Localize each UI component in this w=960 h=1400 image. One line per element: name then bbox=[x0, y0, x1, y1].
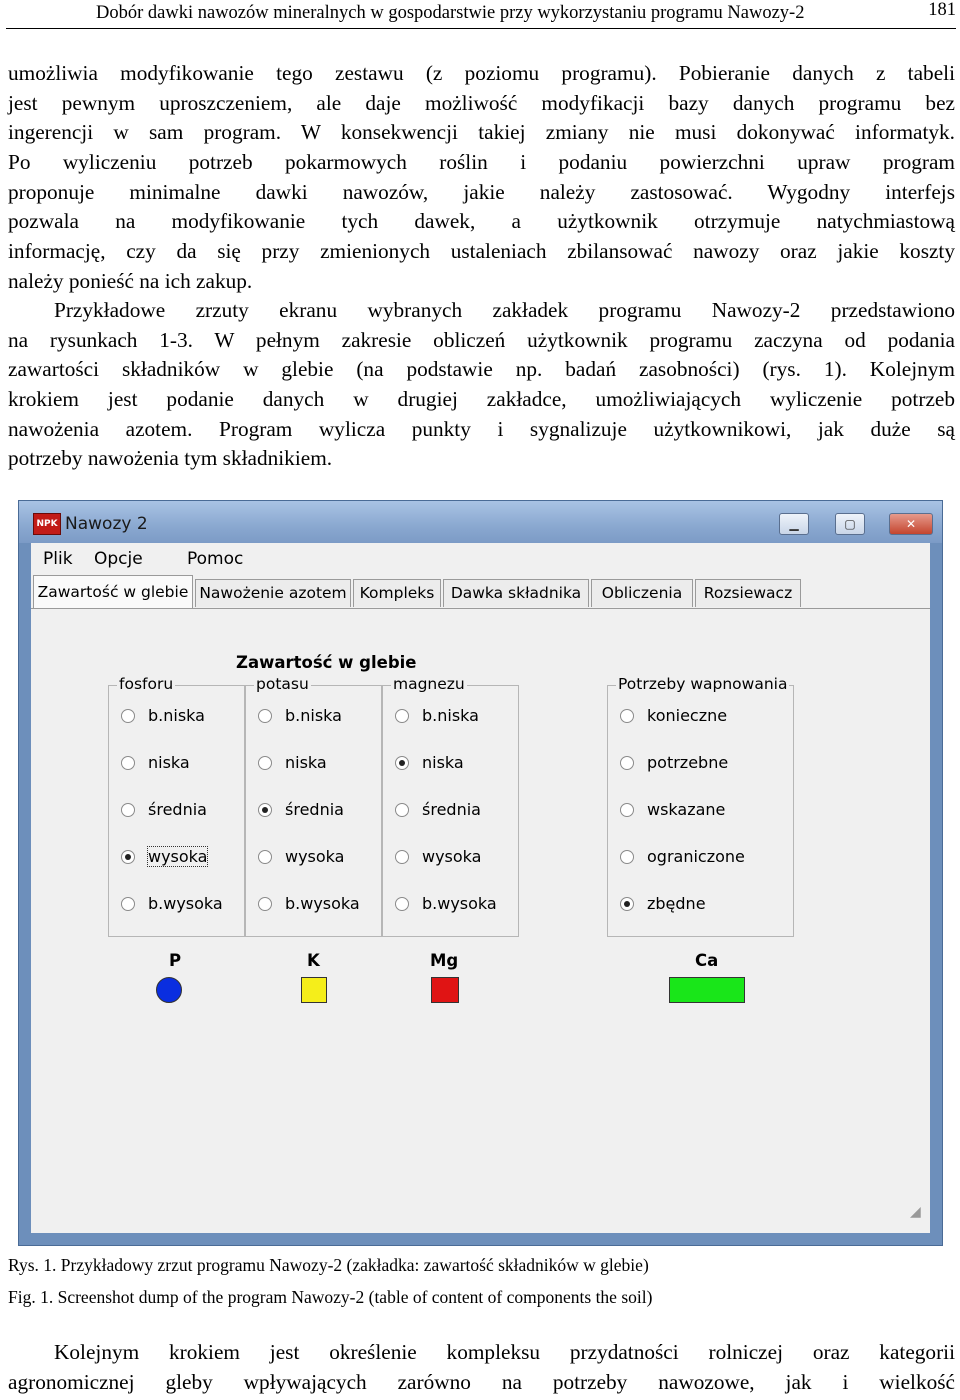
group-potasu bbox=[245, 675, 382, 937]
radio-circle-icon[interactable] bbox=[121, 803, 135, 817]
text-line: zawartości składników w glebie (na podstawie np. badań zasobności) (rys. 1). Kolejnym bbox=[8, 357, 955, 382]
radio-circle-icon[interactable] bbox=[395, 756, 409, 770]
radio-circle-icon[interactable] bbox=[620, 756, 634, 770]
radio-option[interactable] bbox=[395, 800, 515, 822]
radio-circle-icon[interactable] bbox=[620, 850, 634, 864]
radio-circle-icon[interactable] bbox=[258, 850, 272, 864]
radio-option[interactable] bbox=[121, 753, 241, 775]
menu-bar bbox=[31, 543, 930, 573]
radio-label: wysoka bbox=[422, 847, 482, 866]
magnesium-indicator bbox=[431, 977, 459, 1003]
figure-caption-en: Fig. 1. Screenshot dump of the program Nawozy-2 (table of content of components the soil) bbox=[8, 1287, 653, 1307]
group-legend: Potrzeby wapnowania bbox=[618, 675, 788, 693]
page-header bbox=[6, 0, 956, 29]
radio-label: wysoka bbox=[148, 847, 208, 866]
radio-label: b.niska bbox=[148, 706, 205, 725]
paragraph-1 bbox=[8, 59, 955, 297]
radio-circle-icon[interactable] bbox=[258, 897, 272, 911]
title-bar bbox=[19, 501, 942, 543]
text-line: proponuje minimalne dawki nawozów, jakie należy zastosować. Wygodny interfejs bbox=[8, 179, 955, 204]
paragraph-3 bbox=[8, 1338, 955, 1397]
radio-label: b.wysoka bbox=[285, 894, 360, 913]
potassium-indicator bbox=[301, 977, 327, 1003]
group-legend: potasu bbox=[256, 675, 309, 693]
radio-option[interactable] bbox=[395, 847, 515, 869]
resize-grip-icon[interactable]: ◢ bbox=[910, 1204, 921, 1220]
maximize-button[interactable]: ▢ bbox=[835, 513, 865, 535]
radio-label: zbędne bbox=[647, 894, 706, 913]
radio-label: b.wysoka bbox=[422, 894, 497, 913]
tab-zawartosc-w-glebie[interactable]: Zawartość w glebie bbox=[33, 575, 193, 609]
radio-circle-icon[interactable] bbox=[258, 756, 272, 770]
radio-label: średnia bbox=[148, 800, 207, 819]
text-line: potrzeby nawożenia tym składnikiem. bbox=[8, 446, 333, 471]
minimize-button[interactable]: ▁ bbox=[779, 513, 809, 535]
radio-option[interactable] bbox=[620, 894, 740, 916]
radio-option[interactable] bbox=[620, 706, 740, 728]
group-potrzeby-wapnowania bbox=[607, 675, 794, 937]
tab-panel-zawartosc bbox=[31, 608, 930, 1224]
tab-strip bbox=[31, 575, 930, 609]
radio-label: b.niska bbox=[285, 706, 342, 725]
radio-label: wskazane bbox=[647, 800, 726, 819]
radio-option[interactable] bbox=[121, 847, 241, 869]
text-line: Przykładowe zrzuty ekranu wybranych zakładek programu Nawozy-2 przedstawiono bbox=[54, 298, 955, 322]
radio-option[interactable] bbox=[121, 894, 241, 916]
radio-option[interactable] bbox=[258, 753, 378, 775]
radio-option[interactable] bbox=[121, 800, 241, 822]
text-line: umożliwia modyfikowanie tego zestawu (z poziomu programu). Pobieranie danych z tabeli bbox=[8, 61, 955, 85]
tab-nawozenie-azotem[interactable]: Nawożenie azotem bbox=[195, 579, 351, 607]
menu-pomoc[interactable]: Pomoc bbox=[187, 549, 244, 569]
radio-circle-icon[interactable] bbox=[620, 897, 634, 911]
radio-label: b.wysoka bbox=[148, 894, 223, 913]
radio-label: niska bbox=[148, 753, 190, 772]
radio-circle-icon[interactable] bbox=[620, 803, 634, 817]
radio-circle-icon[interactable] bbox=[258, 803, 272, 817]
radio-label: konieczne bbox=[647, 706, 728, 725]
text-line: Kolejnym krokiem jest określenie kompleksu przydatności rolniczej oraz kategorii bbox=[54, 1340, 955, 1364]
group-legend: magnezu bbox=[393, 675, 465, 693]
group-legend: fosforu bbox=[119, 675, 174, 693]
text-line: Po wyliczeniu potrzeb pokarmowych roślin i podaniu powierzchni upraw program bbox=[8, 150, 955, 175]
radio-option[interactable] bbox=[395, 706, 515, 728]
tab-dawka-skladnika[interactable]: Dawka składnika bbox=[443, 579, 589, 607]
radio-circle-icon[interactable] bbox=[121, 897, 135, 911]
window-title: Nawozy 2 bbox=[65, 514, 148, 534]
radio-option[interactable] bbox=[121, 706, 241, 728]
group-fosforu bbox=[108, 675, 245, 937]
radio-label: niska bbox=[285, 753, 327, 772]
radio-option[interactable] bbox=[258, 800, 378, 822]
radio-circle-icon[interactable] bbox=[258, 709, 272, 723]
phosphorus-indicator bbox=[156, 977, 182, 1003]
radio-option[interactable] bbox=[258, 847, 378, 869]
radio-circle-icon[interactable] bbox=[121, 709, 135, 723]
text-line: nawożenia azotem. Program wylicza punkty i sygnalizuje użytkownikowi, jak duże są bbox=[8, 416, 955, 441]
text-line: ingerencji w sam program. W konsekwencji takiej zmiany nie musi dokonywać informatyk. bbox=[8, 120, 955, 145]
radio-option[interactable] bbox=[258, 894, 378, 916]
radio-option[interactable] bbox=[395, 753, 515, 775]
text-line: jest pewnym uproszczeniem, ale daje możliwość modyfikacji bazy danych programu bez bbox=[8, 90, 955, 115]
radio-circle-icon[interactable] bbox=[121, 756, 135, 770]
radio-circle-icon[interactable] bbox=[121, 850, 135, 864]
menu-plik[interactable]: Plik bbox=[43, 549, 73, 569]
radio-label: średnia bbox=[285, 800, 344, 819]
radio-label: średnia bbox=[422, 800, 481, 819]
panel-title: Zawartość w glebie bbox=[236, 653, 417, 672]
text-line: na rysunkach 1-3. W pełnym zakresie obliczeń użytkownik programu zaczyna od podania bbox=[8, 327, 955, 352]
npk-app-icon: NPK bbox=[33, 513, 61, 535]
radio-label: ograniczone bbox=[647, 847, 745, 866]
app-window-screenshot bbox=[18, 500, 943, 1246]
text-line: pozwala na modyfikowanie tych dawek, a użytkownik otrzymuje natychmiastową bbox=[8, 209, 955, 234]
paragraph-2 bbox=[8, 296, 955, 474]
text-line: krokiem jest podanie danych w drugiej zakładce, umożliwiających wyliczenie potrzeb bbox=[8, 387, 955, 412]
radio-circle-icon[interactable] bbox=[395, 897, 409, 911]
indicator-label-p: P bbox=[169, 951, 182, 970]
radio-circle-icon[interactable] bbox=[620, 709, 634, 723]
running-title: Dobór dawki nawozów mineralnych w gospodarstwie przy wykorzystaniu programu Nawozy-2 bbox=[96, 3, 805, 23]
text-line: informację, czy da się przy zmienionych ustaleniach zbilansować nawozy oraz jakie koszty bbox=[8, 239, 955, 264]
indicator-label-k: K bbox=[307, 951, 320, 970]
radio-circle-icon[interactable] bbox=[395, 709, 409, 723]
indicator-label-mg: Mg bbox=[430, 951, 459, 970]
figure-caption-pl: Rys. 1. Przykładowy zrzut programu Nawozy-2 (zakładka: zawartość składników w glebie) bbox=[8, 1255, 649, 1275]
radio-label: wysoka bbox=[285, 847, 345, 866]
page-number: 181 bbox=[928, 0, 956, 20]
indicator-label-ca: Ca bbox=[695, 951, 719, 970]
text-line: należy ponieść na ich zakup. bbox=[8, 268, 253, 293]
radio-circle-icon[interactable] bbox=[395, 803, 409, 817]
radio-option[interactable] bbox=[620, 753, 740, 775]
radio-label: b.niska bbox=[422, 706, 479, 725]
menu-opcje[interactable]: Opcje bbox=[94, 549, 143, 569]
close-button[interactable]: ✕ bbox=[889, 513, 933, 535]
tab-kompleks[interactable]: Kompleks bbox=[353, 579, 441, 607]
radio-label: potrzebne bbox=[647, 753, 729, 772]
radio-circle-icon[interactable] bbox=[395, 850, 409, 864]
radio-option[interactable] bbox=[620, 800, 740, 822]
radio-option[interactable] bbox=[258, 706, 378, 728]
tab-obliczenia[interactable]: Obliczenia bbox=[591, 579, 693, 607]
text-line: agronomicznej gleby wpływających zarówno na potrzeby nawozowe, jak i wielkość bbox=[8, 1369, 955, 1394]
radio-option[interactable] bbox=[395, 894, 515, 916]
radio-option[interactable] bbox=[620, 847, 745, 869]
calcium-indicator bbox=[669, 977, 745, 1003]
group-magnezu bbox=[382, 675, 519, 937]
radio-label: niska bbox=[422, 753, 464, 772]
window-client-area bbox=[31, 543, 930, 1233]
tab-rozsiewacz[interactable]: Rozsiewacz bbox=[695, 579, 801, 607]
